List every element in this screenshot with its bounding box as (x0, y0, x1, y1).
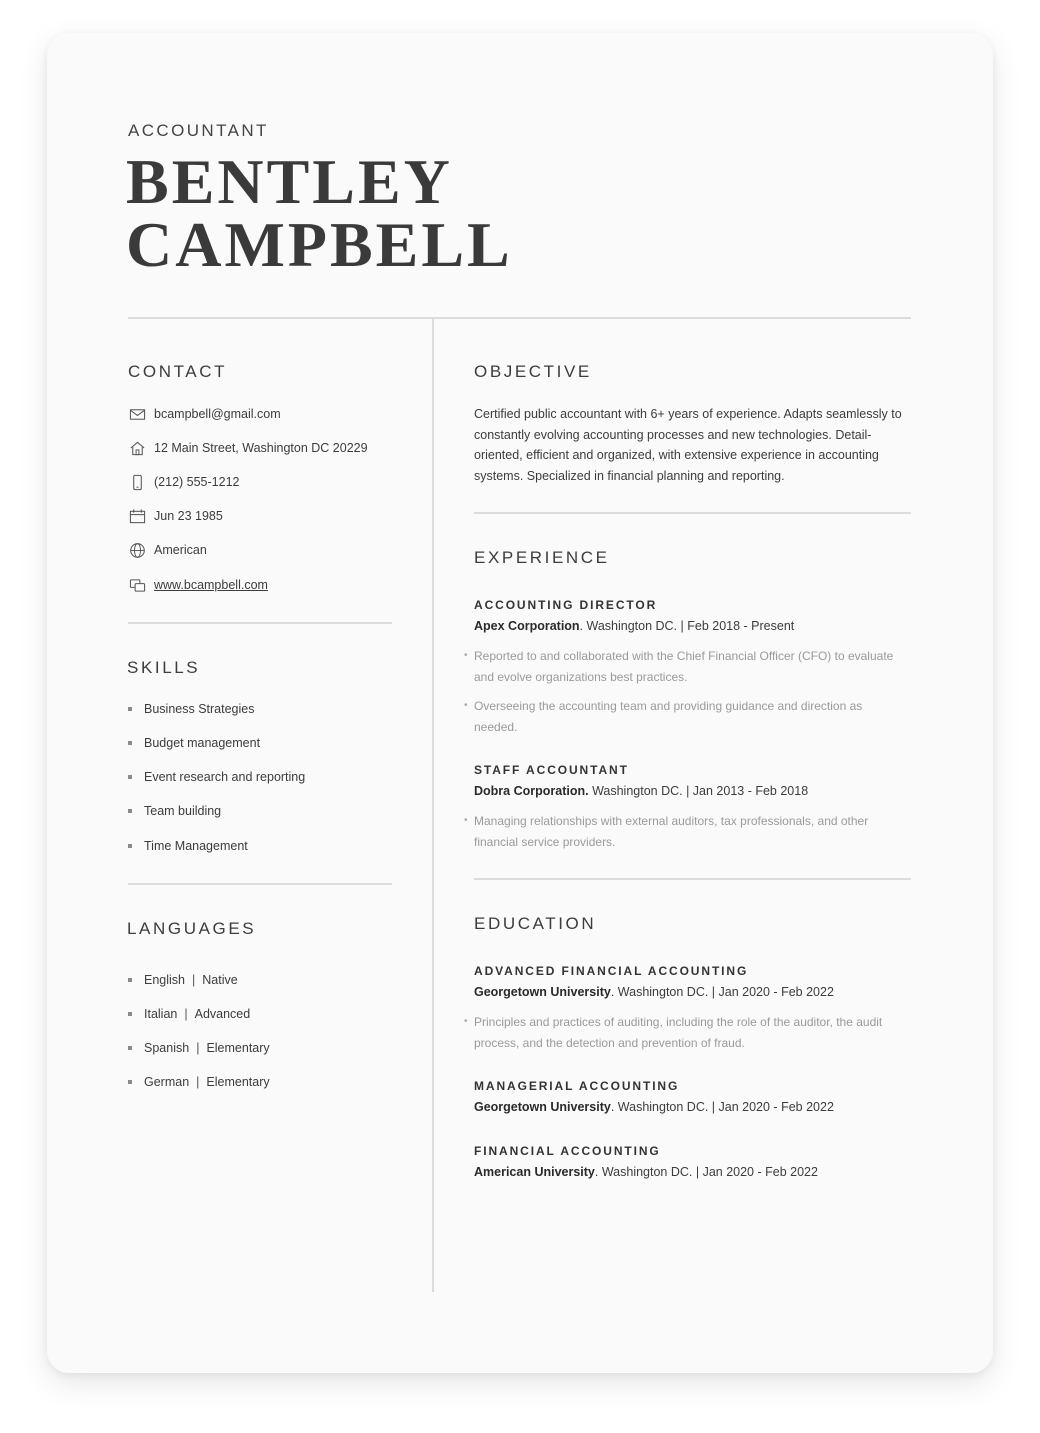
job-detail: • Overseeing the accounting team and providing guidance and direction as needed. (464, 696, 904, 737)
bullet-icon: • (464, 1016, 468, 1027)
bullet-icon: • (464, 700, 468, 711)
contact-address-text: 12 Main Street, Washington DC 20229 (154, 441, 368, 455)
job-location-dates: . Washington DC. | Feb 2018 - Present (579, 619, 795, 633)
job-meta (474, 784, 808, 798)
last-name: CAMPBELL (126, 209, 513, 280)
bullet-icon (128, 809, 132, 813)
contact-birthdate (128, 506, 223, 526)
language-level: Advanced (194, 1007, 251, 1021)
education-institution: Georgetown University (474, 1100, 611, 1114)
education-title-item: FINANCIAL ACCOUNTING (474, 1144, 661, 1158)
experience-divider (474, 878, 911, 880)
bullet-icon (128, 741, 132, 745)
job-role: ACCOUNTANT (128, 121, 269, 140)
job-title: STAFF ACCOUNTANT (474, 763, 629, 777)
education-title-item: MANAGERIAL ACCOUNTING (474, 1079, 680, 1093)
language-level: Elementary (206, 1041, 270, 1055)
language-item (128, 1073, 270, 1091)
bullet-icon: • (464, 815, 468, 826)
education-location-dates: . Washington DC. | Jan 2020 - Feb 2022 (610, 985, 834, 999)
contact-phone (128, 472, 239, 492)
language-level: Elementary (206, 1075, 270, 1089)
contact-divider (128, 622, 392, 624)
separator: | (196, 1075, 200, 1089)
job-detail: • Managing relationships with external auditors, tax professionals, and other financial service providers. (464, 811, 904, 852)
job-detail: • Reported to and collaborated with the Chief Financial Officer (CFO) to evaluate and evolve organizations best practices. (464, 646, 904, 687)
bullet-icon: • (464, 650, 468, 661)
education-meta (474, 1165, 818, 1179)
bullet-icon (128, 1046, 132, 1050)
job-meta (474, 619, 794, 633)
objective-divider (474, 512, 911, 514)
language-name: German (144, 1075, 190, 1089)
home-icon (128, 439, 146, 457)
bullet-icon (128, 775, 132, 779)
separator: | (196, 1041, 200, 1055)
education-meta (474, 985, 834, 999)
contact-title: CONTACT (128, 362, 228, 381)
language-name: Italian (144, 1007, 178, 1021)
education-title: EDUCATION (474, 914, 597, 933)
objective-title: OBJECTIVE (474, 362, 592, 381)
column-divider (432, 319, 434, 1292)
header-divider (128, 317, 911, 319)
language-item (128, 971, 238, 989)
language-name: Spanish (144, 1041, 190, 1055)
resume-page (47, 33, 993, 1373)
separator: | (184, 1007, 188, 1021)
skill-item: Event research and reporting (128, 768, 305, 786)
bullet-icon (128, 707, 132, 711)
phone-icon (128, 473, 146, 491)
contact-website[interactable] (128, 575, 268, 595)
languages-title: LANGUAGES (127, 919, 257, 938)
objective-text: Certified public accountant with 6+ years of experience. Adapts seamlessly to constantly evolving accounting processes and new technologies. Detail-oriented, efficient and organized, with extensive experience in accounting systems. Specialized in financial planning and reporting. (474, 407, 902, 483)
contact-phone-text: (212) 555-1212 (154, 475, 240, 489)
contact-nationality (128, 540, 207, 560)
globe-icon (128, 541, 146, 559)
skill-item: Team building (128, 802, 221, 820)
language-item (128, 1039, 270, 1057)
job-organization: Dobra Corporation. (474, 784, 589, 798)
website-link[interactable]: www.bcampbell.com (154, 578, 268, 592)
education-meta (474, 1100, 834, 1114)
mail-icon (128, 405, 146, 423)
skill-item: Time Management (128, 837, 248, 855)
education-institution: American University (474, 1165, 595, 1179)
contact-birthdate-text: Jun 23 1985 (154, 509, 223, 523)
bullet-icon (128, 978, 132, 982)
contact-email[interactable] (128, 404, 281, 424)
education-location-dates: . Washington DC. | Jan 2020 - Feb 2022 (610, 1100, 834, 1114)
education-detail: • Principles and practices of auditing, including the role of the auditor, the audit process, and the detection and prevention of fraud. (464, 1012, 904, 1053)
experience-title: EXPERIENCE (474, 548, 610, 567)
bullet-icon (128, 1080, 132, 1084)
skill-item: Business Strategies (128, 700, 254, 718)
contact-address (128, 438, 368, 458)
bullet-icon (128, 844, 132, 848)
skills-divider (128, 883, 392, 885)
language-name: English (144, 973, 185, 987)
language-item (128, 1005, 250, 1023)
contact-email-text: bcampbell@gmail.com (154, 407, 281, 421)
education-title-item: ADVANCED FINANCIAL ACCOUNTING (474, 964, 749, 978)
separator: | (192, 973, 196, 987)
skill-item: Budget management (128, 734, 260, 752)
link-icon (128, 576, 146, 594)
skills-title: SKILLS (127, 658, 201, 677)
job-organization: Apex Corporation (474, 619, 580, 633)
job-title: ACCOUNTING DIRECTOR (474, 598, 658, 612)
first-name: BENTLEY (126, 146, 453, 217)
contact-nationality-text: American (154, 543, 207, 557)
education-location-dates: . Washington DC. | Jan 2020 - Feb 2022 (594, 1165, 818, 1179)
bullet-icon (128, 1012, 132, 1016)
education-institution: Georgetown University (474, 985, 611, 999)
job-location-dates: Washington DC. | Jan 2013 - Feb 2018 (588, 784, 809, 798)
language-level: Native (202, 973, 238, 987)
calendar-icon (128, 507, 146, 525)
